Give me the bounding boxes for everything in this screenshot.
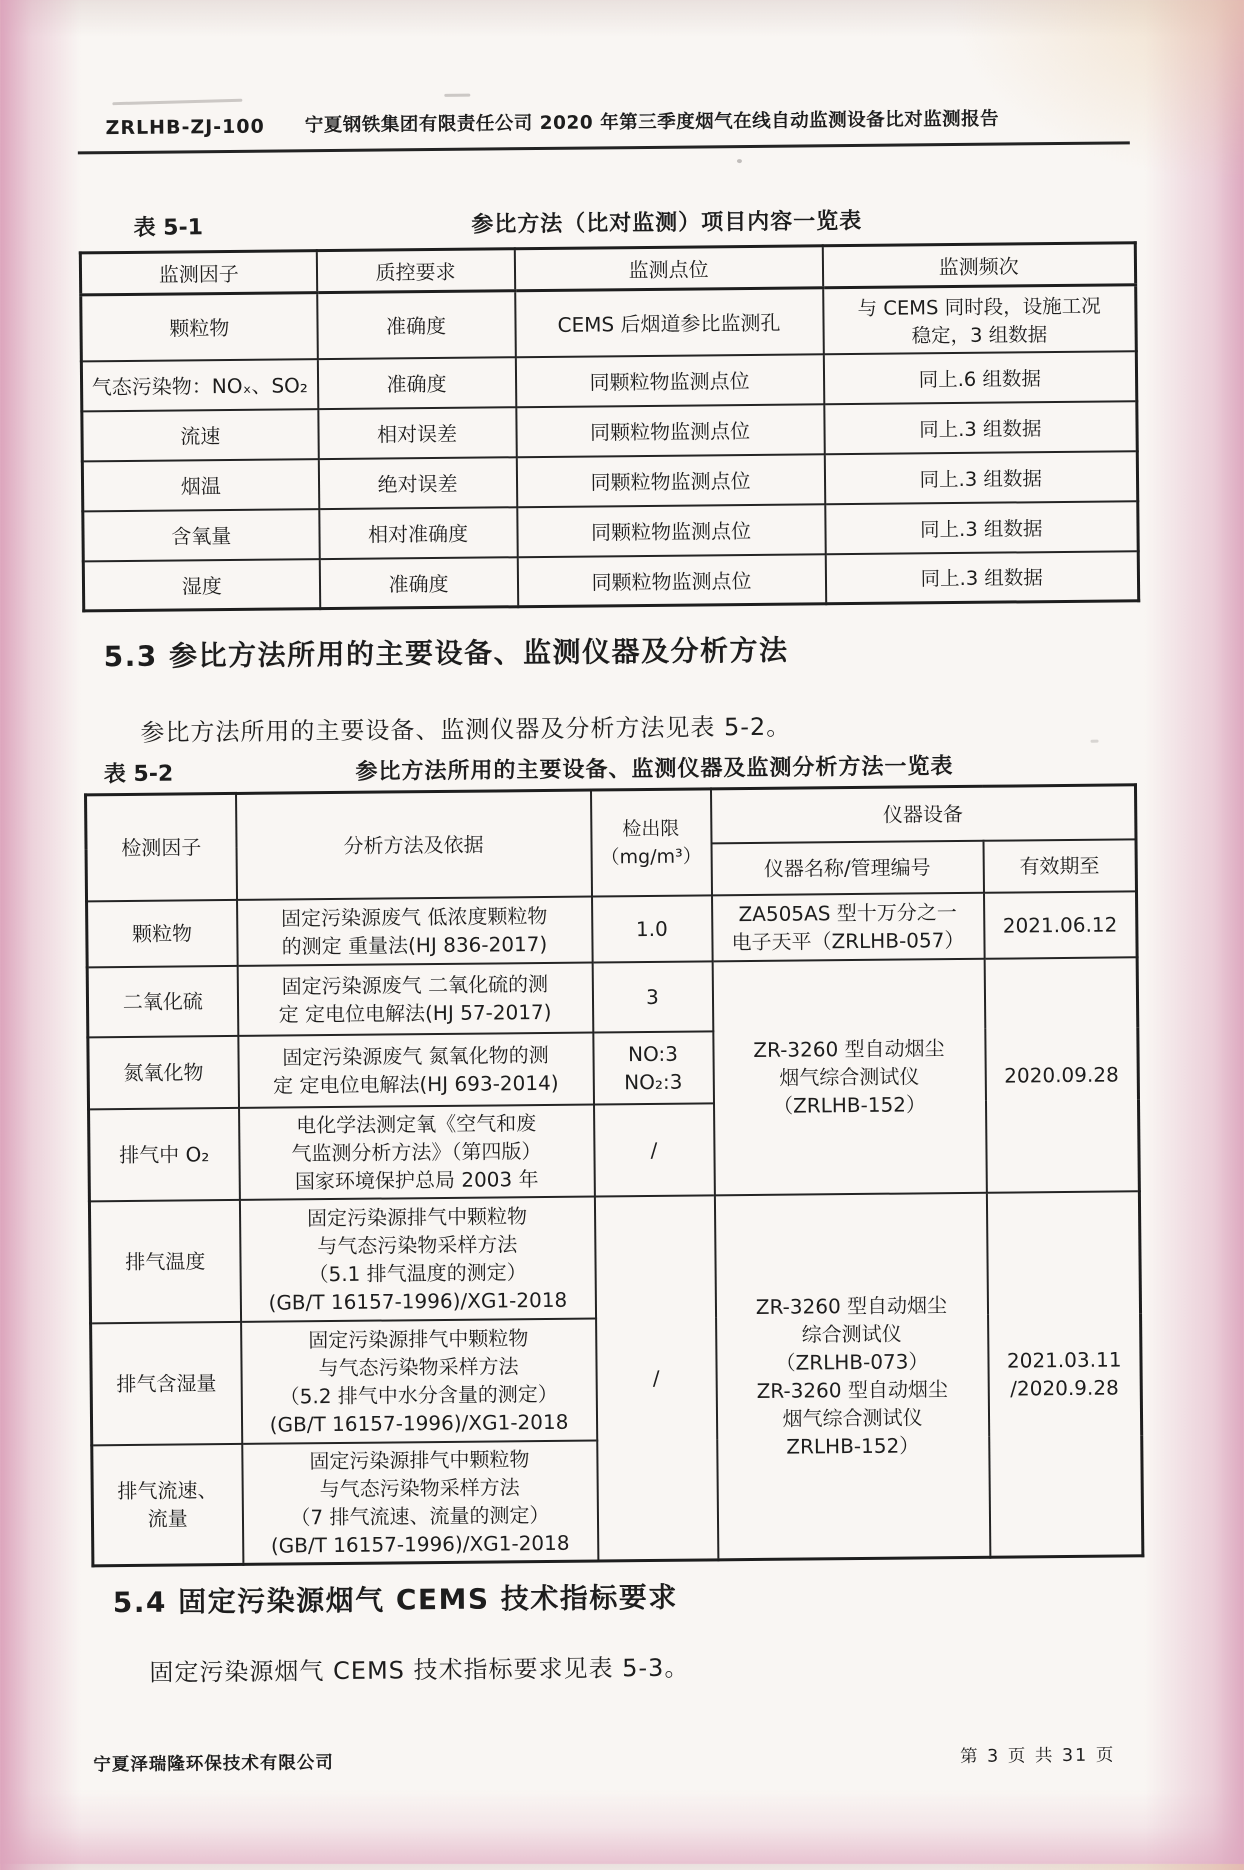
cell-requirement: 绝对误差 (318, 457, 516, 509)
cell-factor: 排气温度 (89, 1199, 240, 1322)
cell-factor: 排气流速、 流量 (92, 1443, 243, 1565)
cell-valid-until: 2021.06.12 (983, 891, 1137, 958)
cell-valid-until: 2021.03.11 /2020.9.28 (986, 1191, 1142, 1557)
table-row (81, 285, 1137, 361)
cell-location: 同颗粒物监测点位 (517, 504, 825, 557)
cell-frequency: 同上.3 组数据 (825, 501, 1138, 554)
cell-limit: / (594, 1195, 717, 1561)
table-row (83, 551, 1138, 611)
cell-instrument: ZR-3260 型自动烟尘 烟气综合测试仪 （ZRLHB-152） (712, 958, 986, 1195)
cell-limit: 3 (592, 961, 713, 1032)
scan-artifact (737, 159, 742, 163)
footer-page-number: 第 3 页 共 31 页 (959, 1745, 1116, 1768)
cell-requirement: 准确度 (319, 557, 517, 609)
table-5-2 (84, 783, 1144, 1567)
table-5-2-caption (84, 747, 1136, 788)
cell-factor: 烟温 (82, 459, 318, 511)
cell-location: 同颗粒物监测点位 (516, 404, 824, 457)
cell-limit: / (594, 1103, 715, 1196)
table-5-1-label: 表 5-1 (133, 215, 204, 241)
cell-factor: 氮氧化物 (88, 1035, 239, 1108)
cell-factor: 排气中 O₂ (89, 1107, 240, 1200)
table-row (89, 1191, 1140, 1323)
table-row (87, 891, 1138, 967)
cell-factor: 二氧化硫 (87, 965, 238, 1036)
cell-frequency: 与 CEMS 同时段，设施工况 稳定，3 组数据 (823, 285, 1137, 354)
cell-factor: 排气含湿量 (91, 1321, 242, 1444)
cell-requirement: 准确度 (317, 357, 515, 409)
cell-method: 固定污染源废气 低浓度颗粒物 的测定 重量法(HJ 836-2017) (237, 896, 593, 965)
col-header-location: 监测点位 (514, 246, 822, 291)
section-5-4-paragraph: 固定污染源烟气 CEMS 技术指标要求见表 5-3。 (149, 1653, 690, 1687)
section-5-3-heading: 5.3 参比方法所用的主要设备、监测仪器及分析方法 (103, 633, 789, 674)
table-5-2-label: 表 5-2 (103, 761, 174, 788)
document-code: ZRLHB-ZJ-100 (105, 115, 265, 140)
table-row (87, 957, 1138, 1037)
cell-method: 电化学法测定氧《空气和废 气监测分析方法》（第四版） 国家环境保护总局 2003 年 (239, 1104, 595, 1199)
table-5-1 (79, 241, 1140, 612)
cell-method: 固定污染源废气 氮氧化物的测 定 定电位电解法(HJ 693-2014) (238, 1032, 594, 1107)
table-header-row (86, 785, 1136, 849)
document-header (77, 103, 1129, 154)
cell-requirement: 准确度 (317, 291, 516, 359)
col-header-valid-until: 有效期至 (983, 839, 1136, 892)
cell-frequency: 同上.3 组数据 (824, 401, 1137, 454)
scan-artifact (1091, 740, 1099, 743)
cell-method: 固定污染源排气中颗粒物 与气态污染物采样方法 （7 排气流速、流量的测定） (GB/T 16157-1996)/XG1-2018 (242, 1440, 598, 1564)
cell-instrument: ZA505AS 型十万分之一 电子天平（ZRLHB-057） (712, 892, 985, 961)
cell-method: 固定污染源排气中颗粒物 与气态污染物采样方法 （5.2 排气中水分含量的测定） (GB/T 16157-1996)/XG1-2018 (241, 1318, 597, 1443)
cell-limit: NO:3 NO₂:3 (593, 1031, 714, 1104)
cell-instrument: ZR-3260 型自动烟尘 综合测试仪 （ZRLHB-073） ZR-3260 型自动烟尘 烟气综合测试仪 ZRLHB-152） (714, 1192, 989, 1559)
cell-requirement: 相对误差 (318, 407, 516, 459)
cell-frequency: 同上.6 组数据 (823, 351, 1136, 404)
cell-factor: 颗粒物 (87, 899, 238, 966)
cell-valid-until: 2020.09.28 (984, 957, 1139, 1192)
section-5-4-heading: 5.4 固定污染源烟气 CEMS 技术指标要求 (112, 1580, 678, 1620)
scan-artifact (444, 94, 470, 97)
cell-factor: 含氧量 (83, 509, 319, 561)
cell-frequency: 同上.3 组数据 (825, 551, 1138, 604)
cell-location: 同颗粒物监测点位 (515, 354, 823, 407)
col-header-limit: 检出限 （mg/m³） (590, 789, 711, 896)
cell-method: 固定污染源废气 二氧化硫的测 定 定电位电解法(HJ 57-2017) (237, 962, 593, 1035)
cell-method: 固定污染源排气中颗粒物 与气态污染物采样方法 （5.1 排气温度的测定） (GB/T 16157-1996)/XG1-2018 (239, 1196, 595, 1321)
table-5-1-title: 参比方法（比对监测）项目内容一览表 (471, 208, 863, 238)
scan-artifact (112, 99, 242, 106)
cell-factor: 颗粒物 (81, 293, 318, 361)
col-header-method: 分析方法及依据 (236, 790, 592, 899)
col-header-factor: 监测因子 (80, 251, 316, 295)
cell-limit: 1.0 (592, 895, 713, 962)
cell-location: 同颗粒物监测点位 (516, 454, 824, 507)
col-header-factor: 检测因子 (86, 793, 237, 900)
cell-frequency: 同上.3 组数据 (824, 451, 1137, 504)
col-header-equipment-group: 仪器设备 (710, 785, 1135, 843)
cell-requirement: 相对准确度 (319, 507, 517, 559)
col-header-requirement: 质控要求 (316, 249, 514, 293)
col-header-frequency: 监测频次 (822, 243, 1135, 288)
cell-factor: 湿度 (83, 559, 319, 611)
table-5-1-caption (78, 201, 1130, 242)
footer-company-name: 宁夏泽瑞隆环保技术有限公司 (93, 1753, 334, 1776)
section-5-3-paragraph: 参比方法所用的主要设备、监测仪器及分析方法见表 5-2。 (140, 712, 792, 747)
cell-location: CEMS 后烟道参比监测孔 (515, 288, 824, 357)
col-header-instrument: 仪器名称/管理编号 (711, 840, 983, 895)
cell-location: 同颗粒物监测点位 (517, 554, 825, 607)
cell-factor: 气态污染物：NOₓ、SO₂ (81, 359, 317, 411)
document-title: 宁夏钢铁集团有限责任公司 2020 年第三季度烟气在线自动监测设备比对监测报告 (304, 108, 1000, 137)
table-5-2-title: 参比方法所用的主要设备、监测仪器及监测分析方法一览表 (355, 754, 954, 785)
page-footer (93, 1742, 1115, 1777)
cell-factor: 流速 (82, 409, 318, 461)
